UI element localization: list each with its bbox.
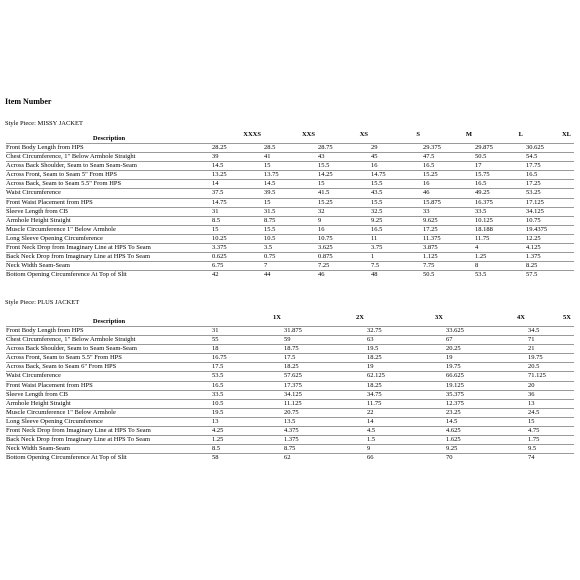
measurement-value: 57.625 (284, 372, 367, 381)
table-row (6, 363, 574, 372)
measurement-label: Across Front, Seam to Seam 5.5" From HPS (6, 354, 212, 363)
table-row (6, 144, 574, 153)
measurement-value: 71.125 (528, 372, 574, 381)
missy-style-piece-label: Style Piece: MISSY JACKET (5, 120, 83, 127)
measurement-value: 20 (528, 381, 574, 390)
measurement-value: 1.25 (475, 253, 526, 262)
measurement-value: 9.5 (528, 445, 574, 454)
missy-jacket-size-table (6, 131, 574, 279)
measurement-value: 13.75 (264, 171, 318, 180)
measurement-value: 13 (212, 417, 284, 426)
measurement-value: 14.75 (212, 198, 264, 207)
measurement-value: 19.5 (212, 408, 284, 417)
measurement-value: 17.25 (526, 180, 574, 189)
measurement-value: 9 (367, 445, 446, 454)
item-number-heading: Item Number (5, 97, 52, 106)
measurement-label: Front Body Length from HPS (6, 144, 212, 153)
measurement-value: 1.375 (284, 436, 367, 445)
measurement-value: 16 (371, 162, 423, 171)
measurement-value: 19 (367, 363, 446, 372)
measurement-value: 66.625 (446, 372, 528, 381)
measurement-value: 4.625 (446, 427, 528, 436)
measurement-value: 15 (528, 417, 574, 426)
header-row (6, 134, 574, 144)
measurement-value: 33.5 (475, 207, 526, 216)
measurement-value: 10.25 (212, 234, 264, 243)
measurement-value: 1.5 (367, 436, 446, 445)
measurement-value: 49.25 (475, 189, 526, 198)
measurement-label: Sleeve Length from CB (6, 207, 212, 216)
measurement-label: Long Sleeve Opening Circumference (6, 234, 212, 243)
measurement-value: 15.5 (318, 162, 371, 171)
measurement-value: 17.375 (284, 381, 367, 390)
measurement-value: 12.25 (526, 234, 574, 243)
measurement-value: 16.375 (475, 198, 526, 207)
plus-style-piece-label: Style Piece: PLUS JACKET (5, 299, 80, 306)
measurement-value: 50.5 (423, 271, 475, 280)
measurement-value: 15.5 (371, 198, 423, 207)
measurement-value: 7.25 (318, 262, 371, 271)
measurement-label: Neck Width Seam-Seam (6, 262, 212, 271)
measurement-value: 47.5 (423, 153, 475, 162)
measurement-label: Front Waist Placement from HPS (6, 198, 212, 207)
measurement-value: 44 (264, 271, 318, 280)
measurement-value: 15.75 (475, 171, 526, 180)
measurement-value: 20.5 (528, 363, 574, 372)
measurement-value: 28.75 (318, 144, 371, 153)
measurement-value: 1.75 (528, 436, 574, 445)
measurement-value: 17.25 (423, 225, 475, 234)
header-row (6, 317, 574, 327)
table-row (6, 180, 574, 189)
measurement-value: 74 (528, 454, 574, 463)
measurement-label: Across Back, Seam to Seam 6" From HPS (6, 363, 212, 372)
measurement-value: 15.25 (318, 198, 371, 207)
measurement-value: 7.5 (371, 262, 423, 271)
measurement-value: 14.25 (318, 171, 371, 180)
table-row (6, 271, 574, 280)
measurement-value: 9.25 (446, 445, 528, 454)
measurement-value: 8.75 (264, 216, 318, 225)
measurement-value: 23.25 (446, 408, 528, 417)
size-header-l: L (518, 131, 523, 138)
measurement-value: 4.25 (212, 427, 284, 436)
measurement-label: Chest Circumference, 1" Below Armhole Straight (6, 153, 212, 162)
measurement-value: 3.75 (371, 244, 423, 253)
measurement-value: 19.5 (367, 345, 446, 354)
measurement-value: 10.75 (318, 234, 371, 243)
table-row (6, 244, 574, 253)
measurement-value: 3.625 (318, 244, 371, 253)
measurement-value: 7.75 (423, 262, 475, 271)
measurement-value: 31 (212, 207, 264, 216)
measurement-value: 16 (318, 225, 371, 234)
measurement-value: 17.75 (526, 162, 574, 171)
measurement-value: 50.5 (475, 153, 526, 162)
measurement-value: 66 (367, 454, 446, 463)
measurement-value: 19.75 (446, 363, 528, 372)
measurement-value: 17.5 (212, 363, 284, 372)
measurement-value: 16 (423, 180, 475, 189)
measurement-value: 14.5 (212, 162, 264, 171)
measurement-value: 39.5 (264, 189, 318, 198)
measurement-value: 18.25 (367, 354, 446, 363)
measurement-label: Chest Circumference, 1" Below Armhole Straight (6, 336, 212, 345)
measurement-label: Waist Circumference (6, 372, 212, 381)
table-row (6, 153, 574, 162)
table-row (6, 336, 574, 345)
measurement-value: 34.125 (284, 390, 367, 399)
measurement-value: 18.25 (367, 381, 446, 390)
size-header-3x: 3X (435, 314, 443, 321)
measurement-value: 53.5 (475, 271, 526, 280)
measurement-label: Across Back Shoulder, Seam to Seam Seam-Seam (6, 345, 212, 354)
table-row (6, 234, 574, 243)
measurement-label: Sleeve Length from CB (6, 390, 212, 399)
size-header-xxs: XXS (301, 131, 315, 138)
measurement-value: 1.625 (446, 436, 528, 445)
measurement-label: Front Waist Placement from HPS (6, 381, 212, 390)
measurement-value: 35.375 (446, 390, 528, 399)
size-header-4x: 4X (517, 314, 525, 321)
measurement-value: 30.625 (526, 144, 574, 153)
measurement-value: 4.125 (526, 244, 574, 253)
measurement-value: 10.125 (475, 216, 526, 225)
measurement-value: 53.25 (526, 189, 574, 198)
measurement-label: Muscle Circumference 1" Below Armhole (6, 225, 212, 234)
measurement-value: 31.875 (284, 327, 367, 336)
measurement-value: 57.5 (526, 271, 574, 280)
table-row (6, 427, 574, 436)
measurement-value: 19.75 (528, 354, 574, 363)
measurement-label: Long Sleeve Opening Circumference (6, 417, 212, 426)
measurement-label: Across Back, Seam to Seam 5.5" From HPS (6, 180, 212, 189)
measurement-value: 67 (446, 336, 528, 345)
measurement-value: 34.75 (367, 390, 446, 399)
measurement-value: 32.5 (371, 207, 423, 216)
measurement-value: 11.375 (423, 234, 475, 243)
measurement-value: 32 (318, 207, 371, 216)
measurement-value: 18.25 (284, 363, 367, 372)
measurement-value: 43.5 (371, 189, 423, 198)
measurement-value: 19.4375 (526, 225, 574, 234)
measurement-value: 14 (212, 180, 264, 189)
measurement-value: 16.5 (423, 162, 475, 171)
measurement-value: 1.125 (423, 253, 475, 262)
measurement-value: 9.625 (423, 216, 475, 225)
table-row (6, 207, 574, 216)
measurement-value: 16.5 (371, 225, 423, 234)
table-row (6, 381, 574, 390)
size-header-xxxs: XXXS (243, 131, 261, 138)
measurement-value: 62 (284, 454, 367, 463)
description-header: Description (92, 135, 126, 142)
measurement-value: 19 (446, 354, 528, 363)
measurement-value: 3.5 (264, 244, 318, 253)
measurement-value: 15.5 (371, 180, 423, 189)
measurement-value: 39 (212, 153, 264, 162)
measurement-value: 36 (528, 390, 574, 399)
measurement-value: 20.75 (284, 408, 367, 417)
measurement-value: 0.875 (318, 253, 371, 262)
measurement-value: 54.5 (526, 153, 574, 162)
plus-jacket-size-table (6, 314, 574, 462)
table-row (6, 345, 574, 354)
size-header-s: S (416, 131, 420, 138)
measurement-label: Neck Width Seam-Seam (6, 445, 212, 454)
measurement-value: 6.75 (212, 262, 264, 271)
measurement-value: 15 (264, 162, 318, 171)
measurement-value: 31 (212, 327, 284, 336)
measurement-value: 0.625 (212, 253, 264, 262)
measurement-value: 8.5 (212, 216, 264, 225)
measurement-value: 14 (367, 417, 446, 426)
measurement-value: 28.5 (264, 144, 318, 153)
measurement-value: 24.5 (528, 408, 574, 417)
size-header-xl: XL (561, 131, 571, 138)
measurement-value: 32.75 (367, 327, 446, 336)
table-row (6, 390, 574, 399)
measurement-value: 71 (528, 336, 574, 345)
measurement-value: 4 (475, 244, 526, 253)
table-row (6, 253, 574, 262)
measurement-value: 29.875 (475, 144, 526, 153)
measurement-value: 48 (371, 271, 423, 280)
measurement-value: 12.375 (446, 399, 528, 408)
table-row (6, 354, 574, 363)
measurement-value: 14.75 (371, 171, 423, 180)
measurement-value: 16.5 (475, 180, 526, 189)
measurement-value: 46 (318, 271, 371, 280)
measurement-value: 7 (264, 262, 318, 271)
measurement-label: Armhole Height Straight (6, 216, 212, 225)
measurement-value: 18.188 (475, 225, 526, 234)
measurement-value: 42 (212, 271, 264, 280)
size-header-2x: 2X (356, 314, 364, 321)
measurement-value: 4.75 (528, 427, 574, 436)
measurement-value: 15 (264, 198, 318, 207)
description-header: Description (92, 318, 126, 325)
table-row (6, 171, 574, 180)
measurement-value: 70 (446, 454, 528, 463)
measurement-value: 1 (371, 253, 423, 262)
measurement-value: 14.5 (446, 417, 528, 426)
measurement-value: 59 (284, 336, 367, 345)
size-header-m: M (465, 131, 472, 138)
table-row (6, 399, 574, 408)
measurement-value: 55 (212, 336, 284, 345)
measurement-value: 37.5 (212, 189, 264, 198)
measurement-value: 8.25 (526, 262, 574, 271)
measurement-value: 14.5 (264, 180, 318, 189)
measurement-value: 58 (212, 454, 284, 463)
table-row (6, 454, 574, 463)
measurement-value: 13.5 (284, 417, 367, 426)
table-row (6, 445, 574, 454)
measurement-value: 45 (371, 153, 423, 162)
measurement-value: 18 (212, 345, 284, 354)
measurement-label: Front Neck Drop from Imaginary Line at HPS To Seam (6, 244, 212, 253)
measurement-value: 33 (423, 207, 475, 216)
measurement-value: 15 (318, 180, 371, 189)
measurement-value: 46 (423, 189, 475, 198)
measurement-value: 11.75 (475, 234, 526, 243)
measurement-value: 8 (475, 262, 526, 271)
measurement-value: 22 (367, 408, 446, 417)
measurement-value: 63 (367, 336, 446, 345)
measurement-value: 17.125 (526, 198, 574, 207)
table-row (6, 417, 574, 426)
measurement-value: 33.5 (212, 390, 284, 399)
measurement-value: 13 (528, 399, 574, 408)
measurement-value: 4.5 (367, 427, 446, 436)
measurement-value: 19.125 (446, 381, 528, 390)
table-row (6, 327, 574, 336)
measurement-label: Waist Circumference (6, 189, 212, 198)
table-row (6, 408, 574, 417)
measurement-value: 31.5 (264, 207, 318, 216)
table-row (6, 189, 574, 198)
measurement-value: 8.75 (284, 445, 367, 454)
measurement-value: 4.375 (284, 427, 367, 436)
measurement-value: 18.75 (284, 345, 367, 354)
measurement-value: 10.75 (526, 216, 574, 225)
measurement-label: Bottom Opening Circumference At Top of Slit (6, 454, 212, 463)
table-row (6, 436, 574, 445)
measurement-label: Back Neck Drop from Imaginary Line at HPS To Seam (6, 436, 212, 445)
measurement-value: 16.75 (212, 354, 284, 363)
table-row (6, 225, 574, 234)
table-row (6, 262, 574, 271)
measurement-label: Across Back Shoulder, Seam to Seam Seam-Seam (6, 162, 212, 171)
size-header-1x: 1X (273, 314, 281, 321)
measurement-value: 20.25 (446, 345, 528, 354)
measurement-label: Muscle Circumference 1" Below Armhole (6, 408, 212, 417)
table-row (6, 198, 574, 207)
measurement-value: 28.25 (212, 144, 264, 153)
measurement-value: 62.125 (367, 372, 446, 381)
size-header-5x: 5X (563, 314, 571, 321)
measurement-value: 21 (528, 345, 574, 354)
measurement-value: 34.125 (526, 207, 574, 216)
measurement-value: 16.5 (526, 171, 574, 180)
measurement-value: 13.25 (212, 171, 264, 180)
measurement-label: Front Neck Drop from Imaginary Line at HPS To Seam (6, 427, 212, 436)
measurement-value: 41.5 (318, 189, 371, 198)
measurement-label: Armhole Height Straight (6, 399, 212, 408)
measurement-value: 15.25 (423, 171, 475, 180)
measurement-value: 8.5 (212, 445, 284, 454)
measurement-value: 1.25 (212, 436, 284, 445)
measurement-value: 16.5 (212, 381, 284, 390)
measurement-value: 29.375 (423, 144, 475, 153)
measurement-value: 11 (371, 234, 423, 243)
measurement-label: Across Front, Seam to Seam 5" From HPS (6, 171, 212, 180)
measurement-value: 9 (318, 216, 371, 225)
measurement-value: 53.5 (212, 372, 284, 381)
measurement-value: 41 (264, 153, 318, 162)
table-row (6, 216, 574, 225)
size-header-xs: XS (359, 131, 368, 138)
measurement-value: 9.25 (371, 216, 423, 225)
measurement-value: 11.125 (284, 399, 367, 408)
measurement-value: 10.5 (212, 399, 284, 408)
measurement-value: 3.375 (212, 244, 264, 253)
measurement-value: 34.5 (528, 327, 574, 336)
measurement-value: 43 (318, 153, 371, 162)
measurement-value: 17 (475, 162, 526, 171)
measurement-value: 1.375 (526, 253, 574, 262)
measurement-value: 11.75 (367, 399, 446, 408)
measurement-value: 15.875 (423, 198, 475, 207)
measurement-value: 3.875 (423, 244, 475, 253)
measurement-label: Back Neck Drop from Imaginary Line at HPS To Seam (6, 253, 212, 262)
table-row (6, 372, 574, 381)
measurement-label: Front Body Length from HPS (6, 327, 212, 336)
measurement-value: 15 (212, 225, 264, 234)
measurement-value: 10.5 (264, 234, 318, 243)
measurement-value: 33.625 (446, 327, 528, 336)
measurement-value: 29 (371, 144, 423, 153)
measurement-label: Bottom Opening Circumference At Top of Slit (6, 271, 212, 280)
measurement-value: 0.75 (264, 253, 318, 262)
measurement-value: 17.5 (284, 354, 367, 363)
measurement-value: 15.5 (264, 225, 318, 234)
table-row (6, 162, 574, 171)
